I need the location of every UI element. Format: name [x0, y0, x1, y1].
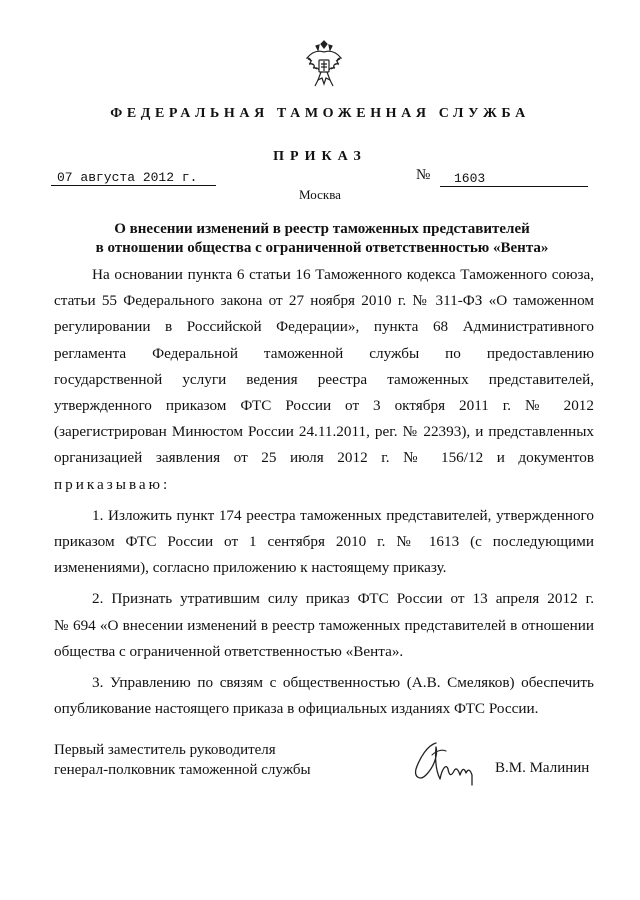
order-date: 07 августа 2012 г.: [51, 170, 216, 186]
text-line: 1. Изложить пункт 174 реестра таможенных представителей, утвержденного: [92, 506, 594, 524]
agency-name: ФЕДЕРАЛЬНАЯ ТАМОЖЕННАЯ СЛУЖБА: [110, 106, 530, 121]
text-line: На основании пункта 6 статьи 16 Таможенного кодекса Таможенного союза,: [92, 266, 594, 283]
text-line: утвержденного приказом ФТС России от 3 октября 2011 г. № 2012: [54, 397, 594, 415]
text-line: изменениями), согласно приложению к настоящему приказу.: [54, 559, 447, 577]
text-line: приказом ФТС России от 1 сентября 2010 г. № 1613 (с последующими: [54, 533, 594, 551]
text-line: государственной услуги ведения реестра таможенных представителей,: [54, 370, 594, 388]
title-line: в отношении общества с ограниченной ответственностью «Вента»: [95, 240, 549, 256]
text-line: № 694 «О внесении изменений в реестр таможенных представителей в отношении: [54, 616, 594, 634]
handwritten-signature-icon: [406, 735, 486, 805]
text-line: статьи 55 Федерального закона от 27 ноября 2010 г. № 311-ФЗ «О таможенном: [54, 292, 594, 310]
text-line: общества с ограниченной ответственностью «Вента».: [54, 642, 404, 660]
number-label: №: [416, 167, 431, 183]
document-type: ПРИКАЗ: [273, 149, 367, 164]
position-line: Первый заместитель руководителя: [54, 742, 276, 758]
item-paragraph: [54, 503, 594, 582]
position-line: генерал-полковник таможенной службы: [54, 762, 311, 778]
text-line: 3. Управлению по связям с общественностью (А.В. Смеляков) обеспечить: [92, 674, 594, 692]
signer-position: [54, 740, 311, 780]
city: Москва: [299, 187, 341, 202]
text-line: (зарегистрирован Минюстом России 24.11.2011, рег. № 22393), и представленных: [54, 423, 594, 441]
text-line: 2. Признать утратившим силу приказ ФТС России от 13 апреля 2012 г.: [92, 590, 594, 608]
text-line: регулировании в Российской Федерации», пункта 68 Административного: [54, 318, 594, 336]
text-line: организацией заявления от 25 июля 2012 г. № 156/12 и документов: [54, 449, 594, 467]
preamble-paragraph: [54, 262, 594, 498]
signer-name: В.М. Малинин: [495, 760, 590, 776]
item-paragraph: [54, 586, 594, 665]
order-word: приказываю:: [54, 475, 171, 493]
item-paragraph: [54, 670, 594, 722]
text-line: регламента Федеральной таможенной службы по предоставлению: [54, 344, 594, 362]
title-line: О внесении изменений в реестр таможенных представителей: [114, 221, 530, 237]
document-title: [40, 220, 604, 258]
order-number: 1603: [440, 171, 588, 187]
russian-coat-of-arms-icon: [304, 40, 344, 90]
document-body: [54, 262, 594, 722]
text-line: опубликование настоящего приказа в официальных изданиях ФТС России.: [54, 700, 539, 718]
